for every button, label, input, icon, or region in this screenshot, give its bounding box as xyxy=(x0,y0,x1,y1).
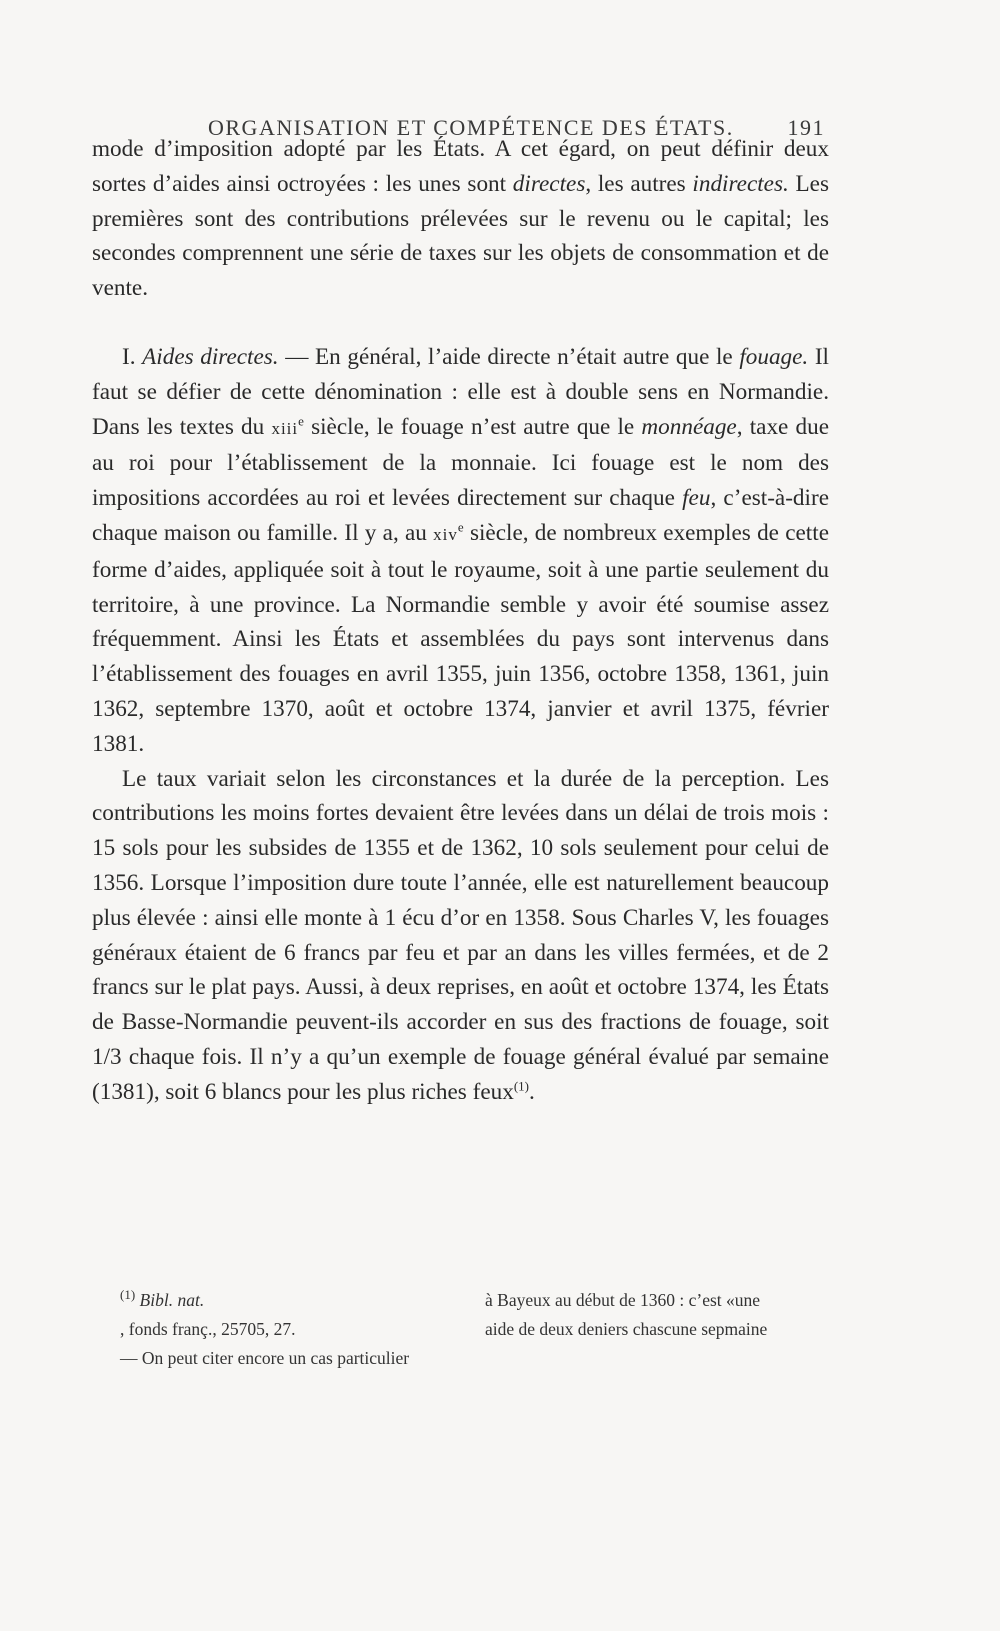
paragraph-3 xyxy=(92,762,829,1110)
italic-term: indirectes. xyxy=(692,170,789,197)
running-title: ORGANISATION ET COMPÉTENCE DES ÉTATS. xyxy=(208,115,734,140)
main-text xyxy=(92,132,829,1110)
text-run: . xyxy=(528,1078,535,1105)
italic-term: directes xyxy=(512,170,586,197)
italic-term: monnéage xyxy=(641,413,737,440)
text-run: siècle, le fouage n’est autre que le xyxy=(303,413,642,440)
source-abbreviation: Bibl. nat. xyxy=(139,1290,205,1310)
footnote-line: à Bayeux au début de 1360 : c’est «une xyxy=(485,1290,761,1310)
text-run: siècle, de nombreux exemples de cette forme d’aides, appliquée soit à tout le royaume, soit à une partie seulement du territoire, à une province. La Normandie semble y avoir été soumise assez fréquemment. Ainsi les États et assemblées du pays sont intervenus dans l’établissement des fouages en avril 1355, juin 1356, octobre 1358, 1361, juin 1362, septembre 1370, août et octobre 1374, janvier et avril 1375, février 1381. xyxy=(92,519,829,757)
footnote-right-column xyxy=(485,1286,829,1344)
superscript: e xyxy=(298,412,304,428)
text-run: , taxe due au roi pour l’établissement de la monnaie. Ici fouage est le nom des impositions accordées au roi et levées directement sur chaque xyxy=(92,413,830,512)
section-number: I. xyxy=(122,343,143,370)
footnote-line xyxy=(120,1286,450,1344)
text-run: , c’est-à-dire chaque maison ou famille. Il y a, au xyxy=(92,485,829,546)
superscript: e xyxy=(457,519,464,535)
text-run: , les autres xyxy=(585,170,693,197)
footnote-line: — On peut citer encore un cas particulier xyxy=(120,1348,410,1368)
century-numeral: xiii xyxy=(271,418,299,438)
page-number: 191 xyxy=(787,115,825,140)
text-run: Il faut se défier de cette dénomination : elle est à double sens en Normandie. Dans les textes du xyxy=(92,343,829,440)
paragraph-1 xyxy=(92,132,829,306)
text-run: — En général, l’aide directe n’était autre que le xyxy=(278,343,740,370)
text-run: mode d’imposition adopté par les États. A cet égard, on peut définir deux sortes d’aides ainsi octroyées : les unes sont xyxy=(92,136,829,197)
paragraph-2 xyxy=(92,340,829,762)
section-heading: Aides directes. xyxy=(142,343,279,370)
text-run: Les premières sont des contributions prélevées sur le revenu ou le capital; les secondes comprennent une série de taxes sur les objets de consommation et de vente. xyxy=(92,170,829,302)
italic-term: fouage. xyxy=(739,343,809,370)
century-numeral: xiv xyxy=(433,524,458,544)
footnote-reference[interactable]: (1) xyxy=(513,1077,529,1093)
footnote-left-column xyxy=(120,1286,450,1373)
italic-term: feu xyxy=(682,485,711,512)
footnote-line: aide de deux deniers chascune sepmaine xyxy=(485,1319,768,1339)
text-run: , fonds franç., 25705, 27. xyxy=(120,1319,296,1339)
text-run: Le taux variait selon les circonstances et la durée de la perception. Les contributions les moins fortes devaient être levées dans un délai de trois mois : 15 sols pour les subsides de 1355 et de 1362, 10 sols seulement pour celui de 1356. Lorsque l’imposition dure toute l’année, elle est naturellement beaucoup plus élevée : ainsi elle monte à 1 écu d’or en 1358. Sous Charles V, les fouages généraux étaient de 6 francs par feu et par an dans les villes fermées, et de 2 francs sur le plat pays. Aussi, à deux reprises, en août et octobre 1374, les États de Basse-Normandie peuvent-ils accorder en sus des fractions de fouage, soit 1/3 chaque fois. Il n’y a qu’un exemple de fouage général évalué par semaine (1381), soit 6 blancs pour les plus riches feux xyxy=(92,765,829,1105)
footnote-marker: (1) xyxy=(120,1287,136,1303)
